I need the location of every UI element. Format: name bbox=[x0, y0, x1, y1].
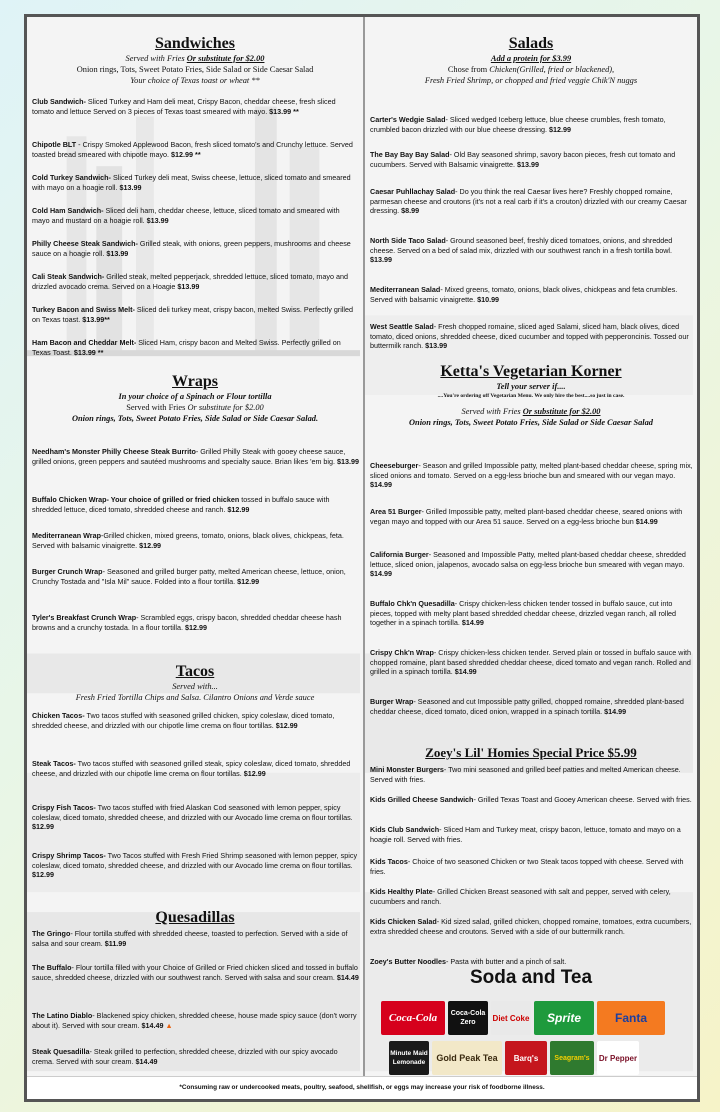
sandwiches-line1-bold: Or substitute for $2.00 bbox=[186, 54, 265, 63]
quesadilla-item: Steak Quesadilla- Steak grilled to perfection, shredded cheese, drizzled with our spicy avocado crema. Served with sour cream. $14.49 bbox=[32, 1047, 338, 1066]
left-column bbox=[27, 17, 365, 1077]
kids-item: Kids Grilled Cheese Sandwich- Grilled Texas Toast and Gooey American cheese. Served with fries. bbox=[370, 795, 692, 804]
vegetarian-item: Area 51 Burger- Grilled Impossible patty, melted plant-based cheddar cheese, seared onions with vegan mayo and topped with our Area 51 sauce. Served on a egg-less brioche bun $14.99 bbox=[370, 507, 683, 526]
vegetarian-item: Crispy Chk'n Wrap- Crispy chicken-less chicken tender. Served plain or tossed in buffalo sauce with chopped romaine, plant based shredded cheddar cheese, diced tomato and vegan ranch. Rolled and grilled in a spinach tortilla. $14.99 bbox=[370, 648, 692, 677]
sandwich-item: Chipotle BLT - Crispy Smoked Applewood Bacon, fresh sliced tomato's and Crunchy lettuce. Served toasted bread smeared with chipotle mayo. $12.99 ** bbox=[32, 140, 353, 159]
salads-line2-it: Chicken(Grilled, fried or blackened), bbox=[489, 65, 615, 74]
salads-title: Salads bbox=[508, 35, 554, 52]
diet-coke-logo: Diet Coke bbox=[491, 1001, 531, 1035]
wraps-line1: In your choice of a Spinach or Flour tortilla bbox=[118, 392, 272, 401]
quesadilla-item: The Buffalo- Flour tortilla filled with your Choice of Grilled or Fried chicken sliced and tossed in buffalo sauce, shredded cheese, drizzled with our southwest ranch. Served with salsa and sour cream. $14.49 bbox=[32, 963, 359, 982]
vegetarian-item: Buffalo Chk'n Quesadilla- Crispy chicken-less chicken tender tossed in buffalo sauce, cut into pieces, topped with melty plant based shredded cheddar cheese, drizzled vegan ranch, all rolled together in a spinach tortilla. $14.99 bbox=[370, 599, 677, 628]
coca-cola-logo: Coca-Cola bbox=[381, 1001, 445, 1035]
wraps-header bbox=[31, 373, 359, 424]
soda-logos-row-1 bbox=[381, 1001, 665, 1035]
soda-logos-row-2 bbox=[389, 1041, 639, 1075]
wrap-item: Buffalo Chicken Wrap- Your choice of grilled or fried chicken tossed in buffalo sauce with shredded lettuce, diced tomato, shredded cheese and ranch. $12.99 bbox=[32, 495, 330, 514]
vegetarian-item: Cheeseburger- Season and grilled Impossible patty, melted plant-based cheddar cheese, spring mix, sliced onions and tomato. Served on a egg-less brioche bun and smeared with our vegan mayo. $14.99 bbox=[370, 461, 693, 490]
wrap-item: Burger Crunch Wrap- Seasoned and grilled burger patty, melted American cheese, lettuce, onion, Crunchy Tostada and "Isla Mil" sauce. Folded into a flour tortilla. $12.99 bbox=[32, 567, 346, 586]
soda-header bbox=[369, 967, 693, 989]
watermark: menupix bbox=[639, 1081, 681, 1093]
kids-header bbox=[369, 745, 693, 761]
barqs-logo: Barq's bbox=[505, 1041, 547, 1075]
wraps-line3: Onion rings, Tots, Sweet Potato Fries, Side Salad or Side Caesar Salad. bbox=[71, 414, 319, 423]
wrap-item: Tyler's Breakfast Crunch Wrap- Scrambled eggs, crispy bacon, shredded cheddar cheese hash browns and a crunchy tostada. In a flour tortilla. $12.99 bbox=[32, 613, 342, 632]
dr-pepper-logo: Dr Pepper bbox=[597, 1041, 639, 1075]
vegetarian-line3-it: Or substitute for $2.00 bbox=[522, 407, 601, 416]
sandwiches-line1 bbox=[31, 53, 359, 64]
quesadillas-title: Quesadillas bbox=[155, 909, 235, 926]
sandwiches-header bbox=[31, 35, 359, 86]
taco-item: Chicken Tacos- Two tacos stuffed with seasoned grilled chicken, spicy coleslaw, diced tomato, shredded cheese, and drizzled with our chipotle lime crema on flour tortillas. $12.99 bbox=[32, 711, 335, 730]
salad-item: Mediterranean Salad- Mixed greens, tomato, onions, black olives, chickpeas and feta crumbles. Served with balsamic vinaigrette. $10.99 bbox=[370, 285, 678, 304]
salads-line1: Add a protein for $3.99 bbox=[490, 54, 572, 63]
right-column bbox=[365, 17, 697, 1077]
kids-item: Zoey's Butter Noodles- Pasta with butter and a pinch of salt. bbox=[370, 957, 567, 966]
kids-title: Zoey's Lil' Homies Special Price $5.99 bbox=[425, 745, 637, 760]
tacos-line2: Fresh Fried Tortilla Chips and Salsa. Cilantro Onions and Verde sauce bbox=[75, 693, 315, 702]
salad-item: North Side Taco Salad- Ground seasoned beef, freshly diced tomatoes, onions, and shredded cheese. Served on a bed of salad mix, drizzled with our southwest ranch in a fresh tortilla bowl. $13.99 bbox=[370, 236, 673, 265]
sandwich-item: Ham Bacon and Cheddar Melt- Sliced Ham, crispy bacon and Melted Swiss. Perfectly grilled on Texas Toast. $13.99 ** bbox=[32, 338, 341, 357]
sandwich-item: Turkey Bacon and Swiss Melt- Sliced deli turkey meat, crispy bacon, melted Swiss. Perfectly grilled on Texas toast. $13.99** bbox=[32, 305, 354, 324]
quesadilla-item: The Gringo- Flour tortilla stuffed with shredded cheese, toasted to perfection. Served with a side of salsa and sour cream. $11.99 bbox=[32, 929, 348, 948]
kids-item: Kids Club Sandwich- Sliced Ham and Turkey meat, crispy bacon, lettuce, tomato and mayo on a hoagie roll. Served with fries. bbox=[370, 825, 681, 844]
footer-disclaimer: *Consuming raw or undercooked meats, poultry, seafood, shellfish, or eggs may increase your risk of foodborne illness. bbox=[27, 1076, 697, 1099]
wrap-item: Needham's Monster Philly Cheese Steak Burrito- Grilled Philly Steak with gooey cheese sauce, grilled onions, green peppers and sautéed mushrooms and specialty sauce. Brian likes 'em big. $13.99 bbox=[32, 447, 360, 466]
fanta-logo: Fanta bbox=[597, 1001, 665, 1035]
fire-icon: ▲ bbox=[165, 1020, 173, 1030]
sandwiches-line3: Your choice of Texas toast or wheat ** bbox=[130, 76, 260, 85]
tacos-header bbox=[31, 663, 359, 703]
sandwich-item: Philly Cheese Steak Sandwich- Grilled steak, with onions, green peppers, mushrooms and cheese sauce on a hoagie roll. $13.99 bbox=[32, 239, 351, 258]
sandwich-item: Club Sandwich- Sliced Turkey and Ham deli meat, Crispy Bacon, cheddar cheese, fresh sliced tomato and lettuce Served on 3 pieces of Texas toast smeared with mayo. $13.99 ** bbox=[32, 97, 336, 116]
sandwich-item: Cold Turkey Sandwich- Sliced Turkey deli meat, Swiss cheese, lettuce, sliced tomato and smeared with mayo on a hoagie roll. $13.99 bbox=[32, 173, 351, 192]
wraps-line2-it: Or substitute for $2.00 bbox=[187, 403, 264, 412]
kids-item: Kids Healthy Plate- Grilled Chicken Breast seasoned with salt and pepper, served with celery, cucumbers and ranch. bbox=[370, 887, 671, 906]
salads-header bbox=[369, 35, 693, 86]
sprite-logo: Sprite bbox=[534, 1001, 594, 1035]
taco-item: Crispy Fish Tacos- Two tacos stuffed with fried Alaskan Cod seasoned with lemon pepper, spicy coleslaw, diced tomato, shredded cheese, and drizzled with our Avocado lime crema on flour tortillas. $12.99 bbox=[32, 803, 353, 832]
sandwich-item: Cold Ham Sandwich- Sliced deli ham, cheddar cheese, lettuce, sliced tomato and smeared with mayo and mustard on a hoagie roll. $13.99 bbox=[32, 206, 340, 225]
salad-item: Carter's Wedgie Salad- Sliced wedged Iceberg lettuce, blue cheese crumbles, fresh tomato, crumbled bacon drizzled with our blue cheese dressing. $12.99 bbox=[370, 115, 666, 134]
salad-item: Caesar Puhllachay Salad- Do you think the real Caesar lives here? Freshly chopped romaine, parmesan cheese and croutons (it's not a real carb if it's a crouton) drizzled with our creamy Caesar dressing. $8.99 bbox=[370, 187, 687, 216]
minute-maid-logo: Minute Maid Lemonade bbox=[389, 1041, 429, 1075]
sandwiches-title: Sandwiches bbox=[154, 35, 236, 52]
vegetarian-line3 bbox=[369, 406, 693, 417]
sandwiches-line2: Onion rings, Tots, Sweet Potato Fries, Side Salad or Side Caesar Salad bbox=[76, 65, 314, 74]
tacos-line1: Served with... bbox=[172, 682, 218, 691]
taco-item: Steak Tacos- Two tacos stuffed with seasoned grilled steak, spicy coleslaw, diced tomato, shredded cheese, and drizzled with our chipotle lime crema on flour tortillas. $12.99 bbox=[32, 759, 351, 778]
kids-item: Mini Monster Burgers- Two mini seasoned and grilled beef patties and melted American cheese. Served with fries. bbox=[370, 765, 681, 784]
vegetarian-item: California Burger- Seasoned and Impossible Patty, melted plant-based cheddar cheese, shredded lettuce, sliced onion, jalapenos, avocado salsa on egg-less brioche bun smeared with vegan mayo. $14.99 bbox=[370, 550, 686, 579]
kids-item: Kids Chicken Salad- Kid sized salad, grilled chicken, chopped romaine, tomatoes, extra cucumbers, extra shredded cheese and croutons. Served with a side of our buttermilk ranch. bbox=[370, 917, 692, 936]
taco-item: Crispy Shrimp Tacos- Two Tacos stuffed with Fresh Fried Shrimp seasoned with lemon pepper, spicy coleslaw, diced tomato, shredded cheese, and drizzled with our Avocado lime crema on flour tortillas. $12.99 bbox=[32, 851, 358, 880]
sandwich-item: Cali Steak Sandwich- Grilled steak, melted pepperjack, shredded lettuce, sliced tomato, mayo and drizzled avocado crema. Served on a Hoagie $13.99 bbox=[32, 272, 349, 291]
vegetarian-line1: Tell your server if.... bbox=[496, 382, 566, 391]
salads-line3: Fresh Fried Shrimp, or chopped and fried veggie Chik'N nuggs bbox=[424, 76, 638, 85]
vegetarian-item: Burger Wrap- Seasoned and cut Impossible patty grilled, chopped romaine, shredded plant-based cheddar cheese, diced tomato, diced onion, wrapped in a spinach tortilla. $14.99 bbox=[370, 697, 684, 716]
soda-title: Soda and Tea bbox=[469, 967, 593, 988]
vegetarian-line4: Onion rings, Tots, Sweet Potato Fries, Side Salad or Side Caesar Salad bbox=[408, 418, 653, 427]
vegetarian-title: Ketta's Vegetarian Korner bbox=[440, 363, 622, 380]
wraps-title: Wraps bbox=[172, 373, 218, 390]
tacos-title: Tacos bbox=[175, 663, 215, 680]
vegetarian-header bbox=[369, 363, 693, 428]
wrap-item: Mediterranean Wrap-Grilled chicken, mixed greens, tomato, onions, black olives, chickpeas, feta. Served with balsamic vinaigrette. $12.99 bbox=[32, 531, 344, 550]
salad-item: The Bay Bay Bay Salad- Old Bay seasoned shrimp, savory bacon pieces, fresh cut tomato and cucumbers. Served with Balsamic vinaigrette. $13.99 bbox=[370, 150, 676, 169]
seagrams-logo: Seagram's bbox=[550, 1041, 594, 1075]
wraps-line2-pre: Served with Fries bbox=[126, 403, 188, 412]
kids-item: Kids Tacos- Choice of two seasoned Chicken or two Steak tacos topped with cheese. Served with fries. bbox=[370, 857, 684, 876]
menu-page bbox=[24, 14, 700, 1102]
gold-peak-logo: Gold Peak Tea bbox=[432, 1041, 502, 1075]
wraps-line2 bbox=[31, 402, 359, 413]
salads-line2 bbox=[369, 64, 693, 75]
coke-zero-logo: Coca-Cola Zero bbox=[448, 1001, 488, 1035]
salads-line2-pre: Chose from bbox=[447, 65, 490, 74]
vegetarian-line3-pre: Served with Fries bbox=[461, 407, 523, 416]
quesadillas-header bbox=[31, 909, 359, 927]
quesadilla-item: The Latino Diablo- Blackened spicy chicken, shredded cheese, house made spicy sauce (don't worry about it). Served with sour cream. $14.49 ▲ bbox=[32, 1011, 357, 1030]
salad-item: West Seattle Salad- Fresh chopped romaine, sliced aged Salami, sliced ham, black olives, diced tomato, diced onions, shredded cheese, diced cucumber and topped with pepperoncinis. Tossed our buttermilk ranch. $13.99 bbox=[370, 322, 689, 351]
vegetarian-line2: ....You're ordering off Vegetarian Menu. We only hire the best....so just in case. bbox=[437, 393, 625, 399]
sandwiches-line1-pre: Served with Fries bbox=[125, 54, 187, 63]
